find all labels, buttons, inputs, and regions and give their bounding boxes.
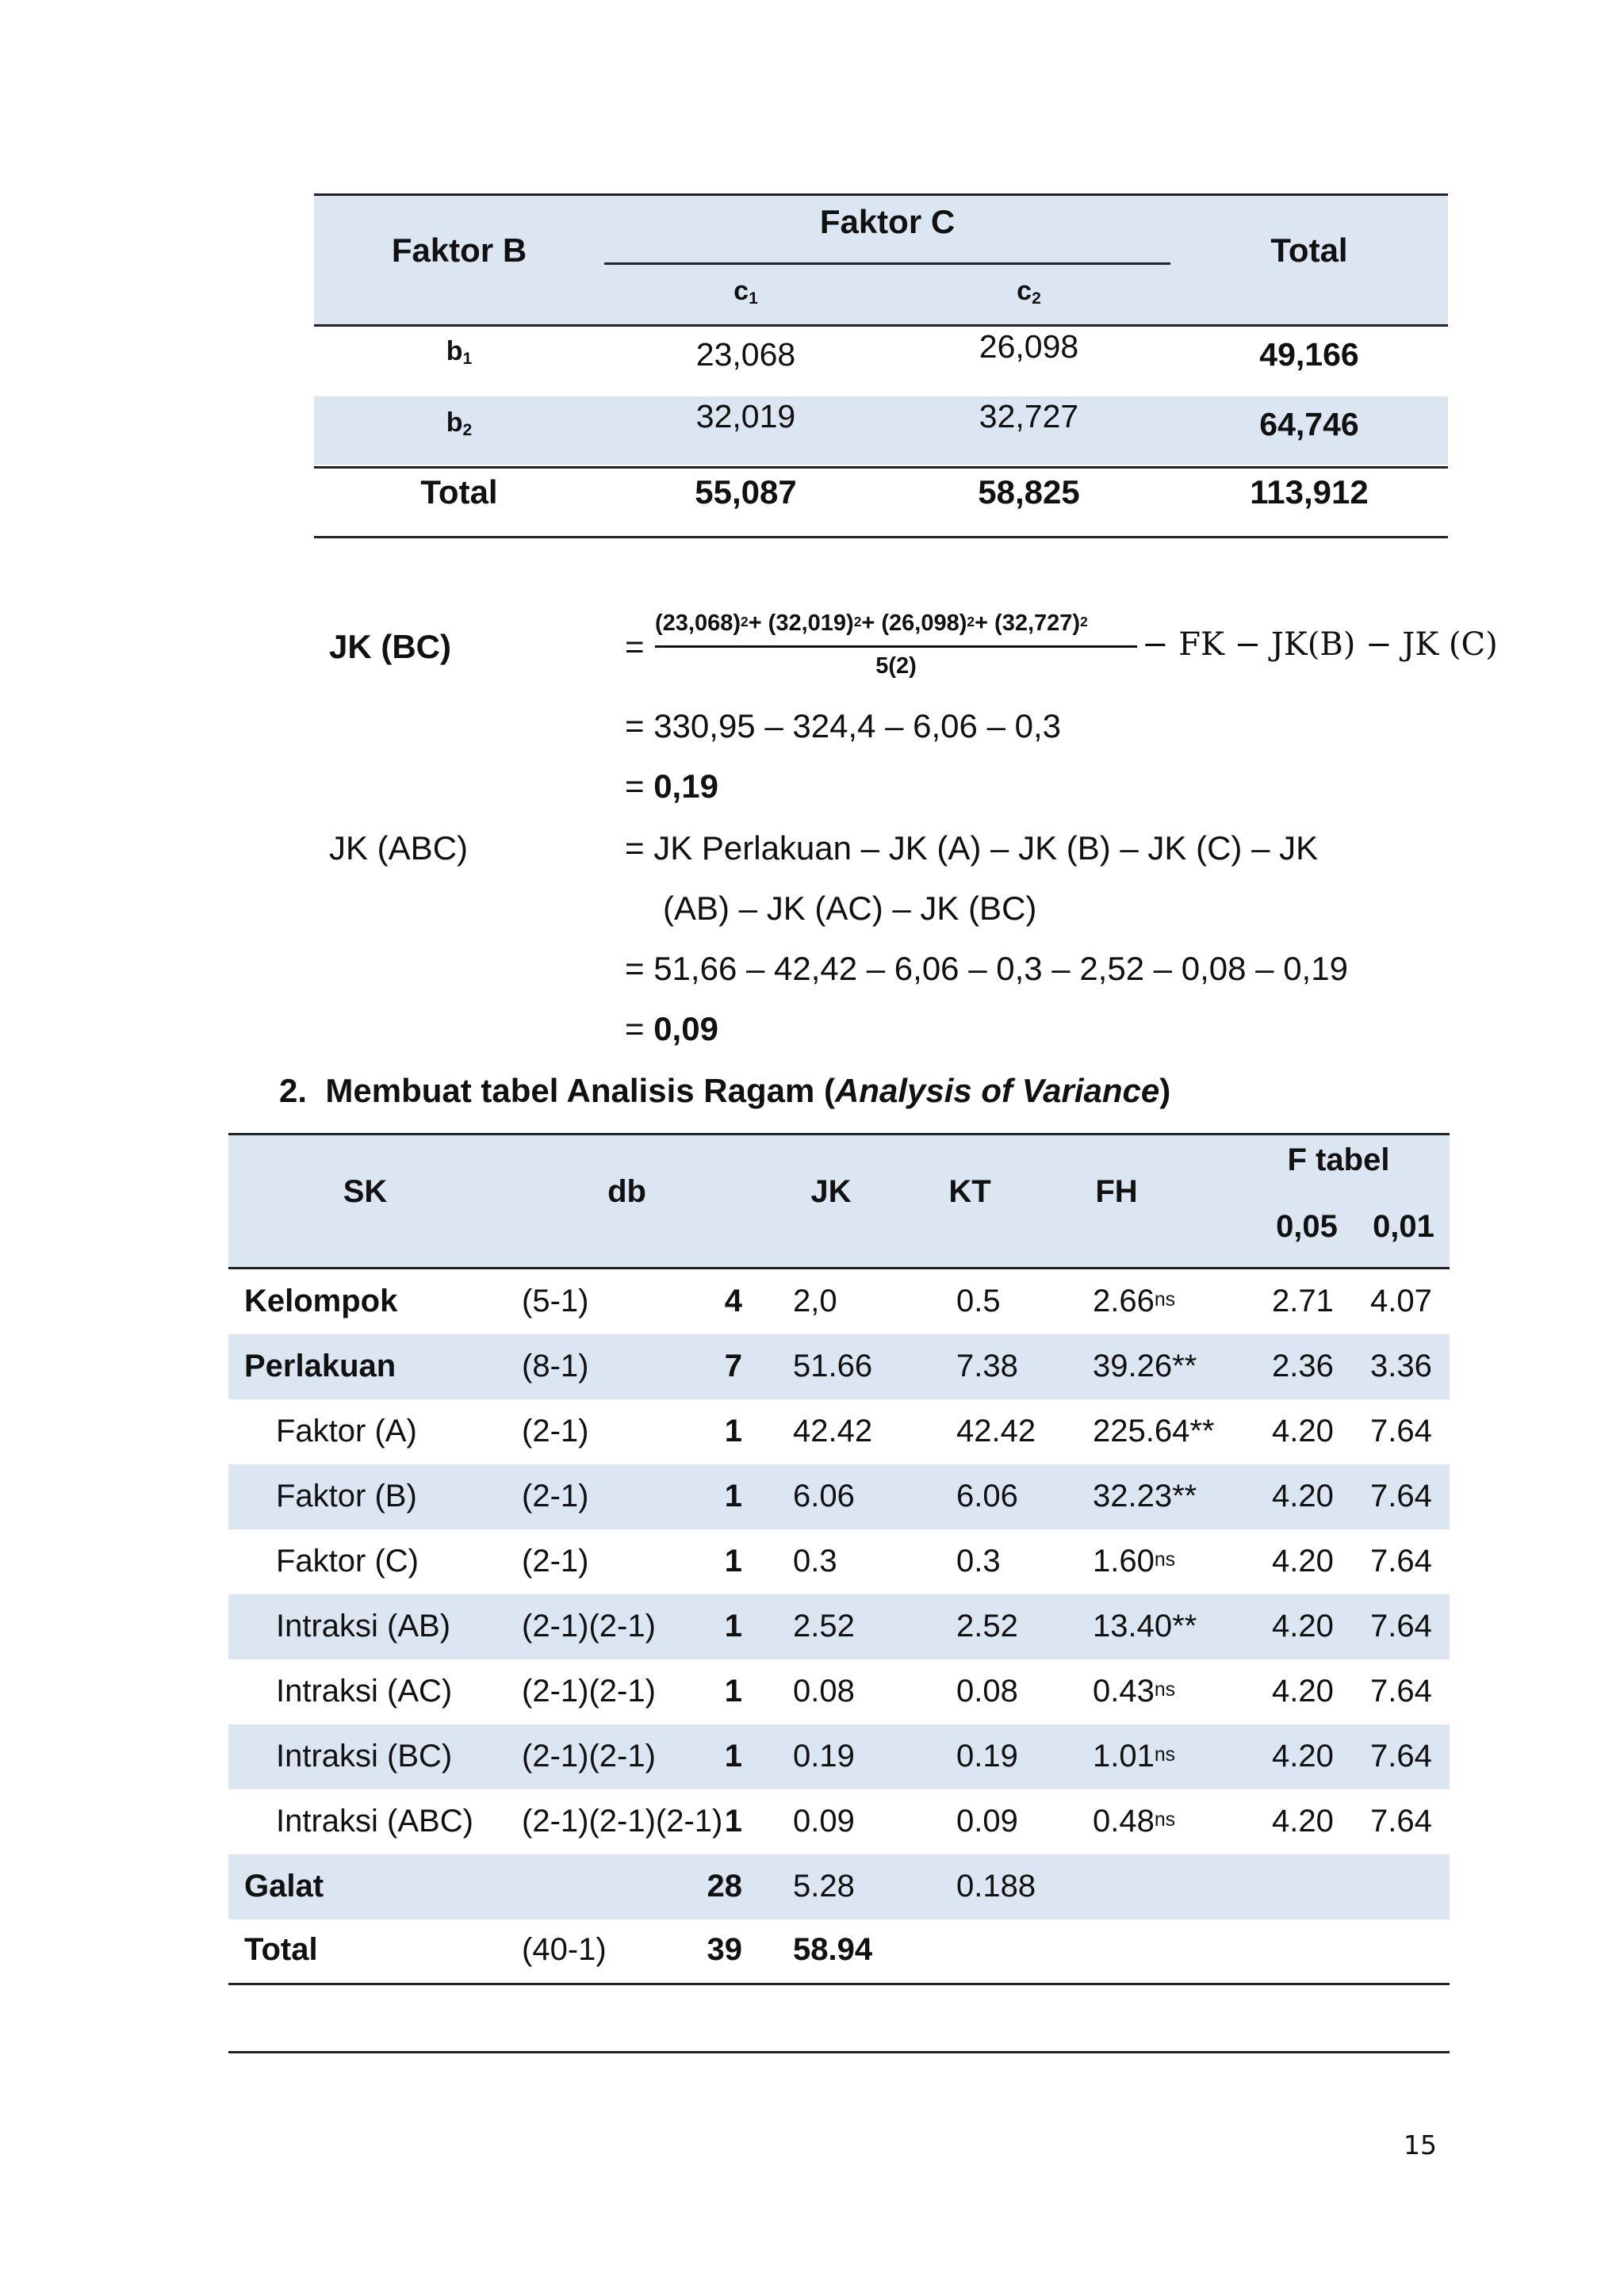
page-number: 15 (1404, 2130, 1437, 2160)
cell-jk: 0.08 (793, 1674, 855, 1709)
cell-f005: 4.20 (1272, 1609, 1334, 1644)
cell-fh: $0.48^{ns}$ (1093, 1804, 1176, 1839)
table-row (228, 1659, 1450, 1724)
cell-f001: 3.36 (1370, 1349, 1432, 1383)
cell-jk: 58.94 (793, 1932, 873, 1967)
cell-kt: 0.19 (956, 1739, 1018, 1774)
cell-db: 39 (707, 1932, 742, 1967)
cell-db: 1 (724, 1804, 742, 1839)
cell-jk: 0.3 (793, 1544, 837, 1578)
cell-b1-c1: 23,068 (695, 336, 796, 373)
table1-total-rule (314, 466, 1448, 469)
c2-header: $c_2$ (1017, 276, 1041, 308)
cell-sk: Intraksi (AB) (276, 1609, 451, 1644)
cell-db: 1 (724, 1479, 742, 1513)
jk-bc-equals: = (625, 628, 645, 665)
significance-marker: ns (1154, 1808, 1176, 1831)
cell-fh: $1.01^{ns}$ (1093, 1739, 1176, 1774)
cell-f005: 4.20 (1272, 1804, 1334, 1839)
cell-fh: 13.40** (1093, 1609, 1197, 1644)
cell-fh: 39.26** (1093, 1349, 1197, 1383)
cell-fh: $2.66^{ns}$ (1093, 1284, 1176, 1318)
anova-total-rule (228, 1983, 1450, 1985)
header-f-001: 0,01 (1373, 1209, 1434, 1244)
jk-bc-denominator: 5(2) (875, 653, 917, 679)
cell-f001: 7.64 (1370, 1739, 1432, 1774)
jk-bc-tail: − FK − JK(B) − JK (C) (1142, 626, 1498, 663)
cell-jk: 2.52 (793, 1609, 855, 1644)
cell-sk: Kelompok (244, 1284, 398, 1318)
significance-marker: ns (1154, 1288, 1176, 1311)
cell-f005: 4.20 (1272, 1674, 1334, 1709)
cell-db-expr: (2-1)(2-1)(2-1) (522, 1804, 723, 1839)
formula-line-3: = 0,19 (625, 767, 718, 805)
cell-db-expr: (5-1) (522, 1284, 589, 1318)
cell-b2-c2: 32,727 (979, 398, 1079, 434)
cell-f005: 4.20 (1272, 1739, 1334, 1774)
cell-jk: 42.42 (793, 1414, 873, 1448)
cell-sk: Total (244, 1932, 318, 1967)
cell-db-expr: (2-1)(2-1) (522, 1674, 656, 1709)
cell-db-expr: (2-1) (522, 1414, 589, 1448)
table1-top-rule (314, 193, 1448, 196)
cell-kt: 7.38 (956, 1349, 1018, 1383)
cell-db-expr: (40-1) (522, 1932, 607, 1967)
grand-total: 113,912 (1250, 473, 1369, 511)
cell-f005: 2.71 (1272, 1284, 1334, 1318)
header-db: db (607, 1174, 646, 1209)
total-row-label: Total (420, 473, 498, 511)
table-row (228, 1269, 1450, 1334)
cell-db: 1 (724, 1739, 742, 1774)
cell-jk: 2,0 (793, 1284, 837, 1318)
cell-kt: 42.42 (956, 1414, 1036, 1448)
significance-marker: ns (1154, 1743, 1176, 1766)
faktor-c-header: Faktor C (819, 203, 956, 240)
cell-kt: 0.08 (956, 1674, 1018, 1709)
header-fh: FH (1095, 1174, 1138, 1209)
cell-db: 1 (724, 1674, 742, 1709)
cell-f001: 7.64 (1370, 1544, 1432, 1578)
cell-b1-total: 49,166 (1259, 336, 1359, 373)
cell-db-expr: (2-1) (522, 1479, 589, 1513)
cell-b1-c2: 26,098 (979, 328, 1079, 365)
cell-sk: Intraksi (AC) (276, 1674, 453, 1709)
total-c1: 55,087 (695, 473, 797, 511)
cell-db-expr: (2-1)(2-1) (522, 1609, 656, 1644)
cell-kt: 0.3 (956, 1544, 1001, 1578)
table-row (228, 1789, 1450, 1854)
formula-line-6: = 51,66 – 42,42 – 6,06 – 0,3 – 2,52 – 0,08 – 0,19 (625, 950, 1348, 987)
cell-jk: 6.06 (793, 1479, 855, 1513)
cell-db-expr: (2-1) (522, 1544, 589, 1578)
section-heading: 2. Membuat tabel Analisis Ragam (Analysis of Variance) (279, 1072, 1171, 1109)
cell-sk: Galat (244, 1869, 324, 1904)
jk-bc-numerator: $(23,068)^2+ (32,019)^2+ (26,098)^2+ (32,727)^2$ (655, 610, 1088, 636)
jk-bc-label: JK (BC) (329, 628, 451, 665)
cell-sk: Faktor (B) (276, 1479, 417, 1513)
formula-line-7: = 0,09 (625, 1010, 718, 1047)
cell-b2-c1: 32,019 (695, 398, 796, 434)
cell-kt: 0.09 (956, 1804, 1018, 1839)
table-row (228, 1529, 1450, 1594)
anova-bottom-rule (228, 2051, 1450, 2053)
table1-bottom-rule (314, 536, 1448, 538)
header-sk: SK (343, 1174, 388, 1209)
cell-f005: 4.20 (1272, 1414, 1334, 1448)
header-f-005: 0,05 (1276, 1209, 1338, 1244)
cell-sk: Intraksi (BC) (276, 1739, 453, 1774)
table-row (228, 1854, 1450, 1919)
cell-db: 1 (724, 1414, 742, 1448)
cell-db: 4 (724, 1284, 742, 1318)
formula-line-5: (AB) – JK (AC) – JK (BC) (663, 890, 1037, 927)
anova-top-rule (228, 1133, 1450, 1135)
cell-db: 1 (724, 1544, 742, 1578)
cell-kt: 0.188 (956, 1869, 1036, 1904)
total-c2: 58,825 (978, 473, 1080, 511)
cell-kt: 0.5 (956, 1284, 1001, 1318)
significance-marker: ns (1154, 1548, 1176, 1571)
faktor-c-underline (604, 262, 1170, 265)
row-label-b2: $b_2$ (446, 408, 473, 440)
cell-f001: 7.64 (1370, 1479, 1432, 1513)
total-header: Total (1270, 232, 1348, 269)
cell-jk: 51.66 (793, 1349, 873, 1383)
faktor-b-header: Faktor B (391, 232, 527, 269)
cell-jk: 0.19 (793, 1739, 855, 1774)
cell-b2-total: 64,746 (1259, 406, 1359, 442)
cell-f001: 7.64 (1370, 1414, 1432, 1448)
cell-kt: 2.52 (956, 1609, 1018, 1644)
table1-header-rule (314, 324, 1448, 327)
table-row (228, 1724, 1450, 1789)
cell-f001: 7.64 (1370, 1804, 1432, 1839)
cell-sk: Faktor (A) (276, 1414, 417, 1448)
cell-db: 1 (724, 1609, 742, 1644)
fraction-bar (655, 645, 1137, 648)
cell-db: 7 (724, 1349, 742, 1383)
table-row (228, 1918, 1450, 1983)
cell-db-expr: (2-1)(2-1) (522, 1739, 656, 1774)
cell-fh: $1.60^{ns}$ (1093, 1544, 1176, 1578)
cell-db: 28 (707, 1869, 742, 1904)
cell-db-expr: (8-1) (522, 1349, 589, 1383)
cell-f005: 4.20 (1272, 1479, 1334, 1513)
header-kt: KT (948, 1174, 991, 1209)
header-jk: JK (810, 1174, 852, 1209)
table-row (228, 1464, 1450, 1529)
cell-f001: 7.64 (1370, 1609, 1432, 1644)
cell-fh: 32.23** (1093, 1479, 1197, 1513)
cell-jk: 5.28 (793, 1869, 855, 1904)
table-row (228, 1399, 1450, 1464)
row-label-b1: $b_1$ (446, 336, 473, 369)
formula-line-2: = 330,95 – 324,4 – 6,06 – 0,3 (625, 707, 1061, 744)
cell-fh: 225.64** (1093, 1414, 1215, 1448)
cell-f005: 2.36 (1272, 1349, 1334, 1383)
cell-fh: $0.43^{ns}$ (1093, 1674, 1176, 1709)
jk-abc-label: JK (ABC) (329, 829, 469, 867)
cell-sk: Faktor (C) (276, 1544, 419, 1578)
cell-kt: 6.06 (956, 1479, 1018, 1513)
header-f-tabel: F tabel (1287, 1142, 1390, 1177)
significance-marker: ns (1154, 1678, 1176, 1701)
c1-header: $c_1$ (733, 276, 758, 308)
table-row (228, 1334, 1450, 1399)
cell-jk: 0.09 (793, 1804, 855, 1839)
cell-sk: Intraksi (ABC) (276, 1804, 473, 1839)
table-row (228, 1594, 1450, 1659)
cell-f005: 4.20 (1272, 1544, 1334, 1578)
formula-line-4: = JK Perlakuan – JK (A) – JK (B) – JK (C) – JK (625, 829, 1319, 867)
cell-f001: 7.64 (1370, 1674, 1432, 1709)
cell-sk: Perlakuan (244, 1349, 396, 1383)
cell-f001: 4.07 (1370, 1284, 1432, 1318)
